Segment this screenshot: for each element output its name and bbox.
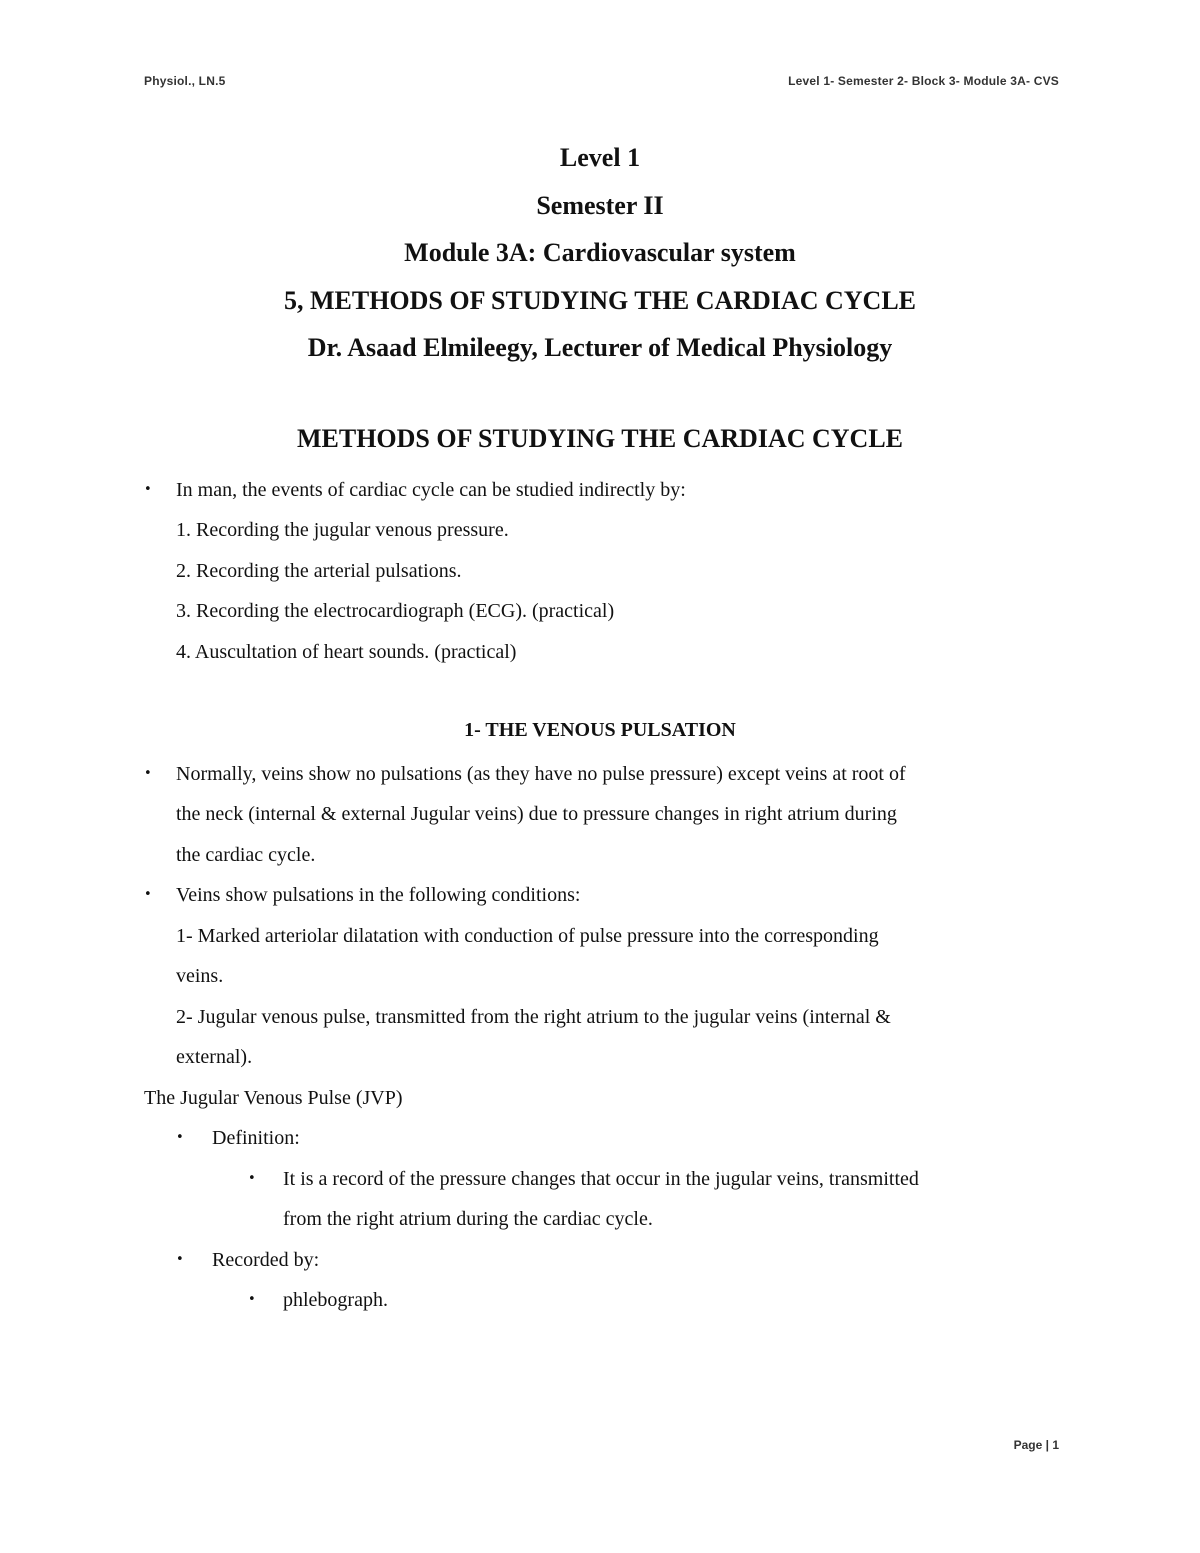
venous-p1-line-2: the neck (internal & external Jugular veins) due to pressure changes in right atrium during	[176, 803, 897, 825]
venous-p1-line-3: the cardiac cycle.	[176, 844, 316, 866]
title-module: Module 3A: Cardiovascular system	[404, 238, 796, 267]
jvp-definition-label: Definition:	[212, 1127, 300, 1149]
condition-2-line-2: external).	[176, 1046, 253, 1068]
jvp-recorded-item: phlebograph.	[283, 1289, 388, 1311]
header-right: Level 1- Semester 2- Block 3- Module 3A- CVS	[788, 74, 1059, 88]
methods-item-1: 1. Recording the jugular venous pressure.	[176, 519, 509, 541]
methods-intro: In man, the events of cardiac cycle can be studied indirectly by:	[176, 479, 686, 501]
methods-item-2: 2. Recording the arterial pulsations.	[176, 560, 462, 582]
header-left: Physiol., LN.5	[144, 74, 226, 88]
jvp-definition-line-1: It is a record of the pressure changes that occur in the jugular veins, transmitted	[283, 1168, 919, 1190]
condition-1-line-2: veins.	[176, 965, 224, 987]
methods-heading: METHODS OF STUDYING THE CARDIAC CYCLE	[296, 424, 904, 453]
title-block	[0, 140, 1200, 378]
jvp-definition-line-2: from the right atrium during the cardiac cycle.	[283, 1208, 653, 1230]
bullet-icon: •	[176, 1252, 184, 1267]
condition-1-line-1: 1- Marked arteriolar dilatation with conduction of pulse pressure into the corresponding	[176, 925, 879, 947]
title-author: Dr. Asaad Elmileegy, Lecturer of Medical Physiology	[307, 333, 893, 362]
condition-2-line-1: 2- Jugular venous pulse, transmitted from the right atrium to the jugular veins (internal &	[176, 1006, 891, 1028]
venous-p1-line-1: Normally, veins show no pulsations (as they have no pulse pressure) except veins at root of	[176, 763, 906, 785]
jvp-recorded-label: Recorded by:	[212, 1249, 320, 1271]
venous-p2: Veins show pulsations in the following conditions:	[176, 884, 581, 906]
venous-heading: 1- THE VENOUS PULSATION	[464, 719, 736, 741]
bullet-icon: •	[248, 1171, 256, 1186]
bullet-icon: •	[248, 1292, 256, 1307]
bullet-icon: •	[144, 887, 152, 902]
page-number: Page | 1	[1013, 1438, 1059, 1452]
title-level: Level 1	[559, 143, 641, 172]
title-lecture: 5, METHODS OF STUDYING THE CARDIAC CYCLE	[283, 285, 917, 315]
jvp-title: The Jugular Venous Pulse (JVP)	[144, 1087, 403, 1109]
bullet-icon: •	[144, 766, 152, 781]
bullet-icon: •	[176, 1130, 184, 1145]
methods-item-3: 3. Recording the electrocardiograph (ECG). (practical)	[176, 600, 615, 622]
methods-item-4: 4. Auscultation of heart sounds. (practical)	[176, 641, 517, 663]
title-semester: Semester II	[536, 190, 664, 220]
bullet-icon: •	[144, 482, 152, 497]
